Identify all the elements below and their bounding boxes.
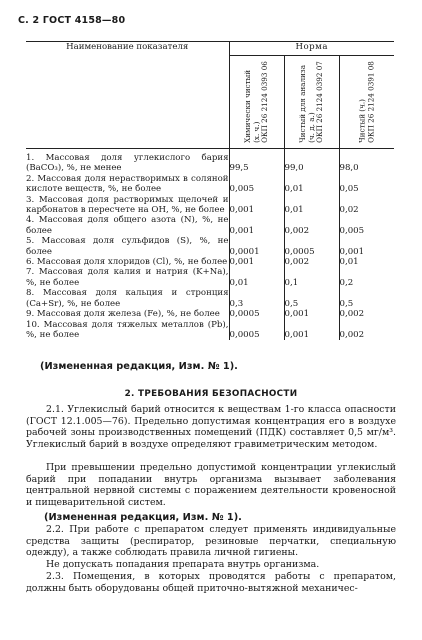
norm-value: 0,0001: [229, 246, 260, 257]
norm-value: 99,5: [229, 163, 249, 174]
norm-value: 0,005: [339, 225, 365, 236]
paragraph-2-1-continued: При превышении предельно допустимой концентрации углекислый барий при попадании внутрь организма вызывает заболевания центральной нервной системы с поражением деятельности кровеносной и пищеварительной систем.: [26, 462, 396, 508]
norm-value: 98,0: [339, 163, 359, 174]
table-row: [26, 236, 394, 257]
amendment-note-1: (Измененная редакция, Изм. № 1).: [40, 361, 238, 372]
indicator-name: 1. Массовая доля углекислого бария (BaCO₃), %, не менее: [26, 149, 229, 174]
norm-value: 0,001: [229, 257, 255, 268]
norm-value: 0,002: [339, 309, 365, 320]
norm-value: 0,001: [284, 309, 339, 319]
grade-header-2: Чистый для анализа (ч. д. а.) ОКП 26 2124 0392 07: [284, 56, 339, 149]
norm-value: 0,001: [339, 246, 365, 257]
norm-value: 0,0005: [229, 309, 260, 320]
indicator-name: 5. Массовая доля сульфидов (S), %, не более: [26, 236, 229, 257]
indicator-name: 8. Массовая доля кальция и стронция (Ca+Sr), %, не более: [26, 288, 229, 309]
norm-value: 0,1: [284, 267, 339, 288]
norm-value: 0,01: [284, 174, 339, 195]
norm-value: 0,3: [229, 298, 244, 309]
amendment-note-2: (Измененная редакция, Изм. № 1).: [44, 512, 242, 523]
norm-value: 0,5: [284, 288, 339, 309]
table-row: [26, 215, 394, 236]
norm-value: 0,0005: [284, 236, 339, 257]
norm-value: 0,05: [339, 184, 359, 195]
indicator-name: 10. Массовая доля тяжелых металлов (Pb), %, не более: [26, 319, 229, 340]
norm-value: 0,01: [284, 195, 339, 216]
indicator-name: 6. Массовая доля хлоридов (Cl), %, не более: [26, 257, 228, 268]
norm-value: 0,02: [339, 205, 359, 216]
paragraph-2-2-continued: Не допускать попадания препарата внутрь организма.: [46, 559, 320, 570]
norm-value: 0,001: [229, 225, 255, 236]
paragraph-2-2: 2.2. При работе с препаратом следует применять индивидуальные средства защиты (респиратор, резиновые перчатки, специальную одежду), а также соблюдать правила личной гигиены.: [26, 524, 396, 559]
grade-header-1: Химически чистый (х. ч.) ОКП 26 2124 0393 06: [229, 56, 284, 149]
column-header-norm: Норма: [229, 42, 394, 56]
indicator-name: 4. Массовая доля общего азота (N), %, не более: [26, 215, 229, 236]
norm-value: 0,01: [229, 277, 249, 288]
page-header: С. 2 ГОСТ 4158—80: [18, 15, 126, 26]
norm-value: 99,0: [284, 149, 339, 174]
norm-value: 0,002: [339, 329, 365, 340]
norm-value: 0,5: [339, 298, 354, 309]
indicator-name: 3. Массовая доля растворимых щелочей и карбонатов в пересчете на OH, %, не более: [26, 194, 229, 216]
paragraph-2-3: 2.3. Помещения, в которых проводятся работы с препаратом, должны быть оборудованы общей приточно-вытяжной механичес-: [26, 571, 396, 594]
specification-table: [26, 41, 394, 340]
norm-value: 0,005: [229, 184, 255, 195]
norm-value: 0,01: [339, 257, 359, 268]
norm-value: 0,001: [229, 205, 255, 216]
norm-value: 0,001: [284, 320, 339, 341]
indicator-name: 7. Массовая доля калия и натрия (K+Na), %, не более: [26, 267, 229, 288]
norm-value: 0,0005: [229, 329, 260, 340]
norm-value: 0,002: [284, 215, 339, 236]
table-row: [26, 320, 394, 341]
norm-value: 0,2: [339, 277, 354, 288]
indicator-name: 2. Массовая доля нерастворимых в соляной кислоте веществ, %, не более: [26, 173, 229, 195]
table-row: [26, 149, 394, 174]
section-title-safety: 2. ТРЕБОВАНИЯ БЕЗОПАСНОСТИ: [124, 389, 298, 399]
table-row: [26, 257, 394, 267]
grade-header-3: Чистый (ч.) ОКП 26 2124 0391 08: [339, 56, 394, 149]
table-row: [26, 174, 394, 195]
column-header-name: Наименование показателя: [26, 42, 229, 149]
indicator-name: 9. Массовая доля железа (Fe), %, не более: [26, 309, 229, 319]
table-row: [26, 195, 394, 216]
norm-value: 0,002: [284, 257, 339, 267]
table-row: [26, 267, 394, 288]
table-row: [26, 288, 394, 309]
paragraph-2-1: 2.1. Углекислый барий относится к веществам 1-го класса опасности (ГОСТ 12.1.005—76). Предельно допустимая концентрация его в воздухе рабочей зоны производственных помещений (ПДК) составляет 0,5 мг/м³. Углекислый барий в воздухе определяют гравиметрическим методом.: [26, 404, 396, 450]
table-row: [26, 309, 394, 319]
